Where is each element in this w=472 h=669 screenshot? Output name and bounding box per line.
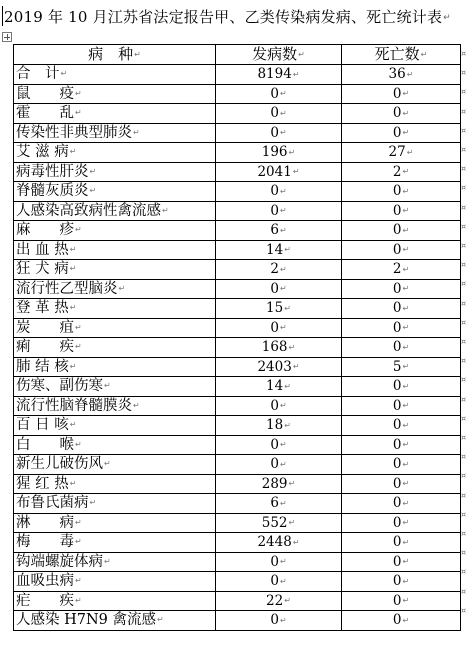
table-row bbox=[14, 513, 461, 533]
paragraph-mark: ↵ bbox=[288, 479, 296, 488]
paragraph-mark: ↵ bbox=[402, 576, 410, 586]
paragraph-mark: ↵ bbox=[279, 186, 287, 196]
cell-death-count[interactable]: 0↵ bbox=[342, 221, 461, 241]
table-row bbox=[14, 611, 461, 631]
paragraph-mark: ↵ bbox=[69, 264, 77, 274]
paragraph-mark: ↵ bbox=[279, 440, 287, 449]
cell-case-count[interactable]: 0↵ bbox=[216, 279, 342, 299]
cell-death-count[interactable]: 0↵ bbox=[342, 552, 461, 572]
paragraph-mark: ↵ bbox=[279, 89, 287, 98]
paragraph-mark: ↵ bbox=[292, 69, 300, 79]
paragraph-mark: ↵ bbox=[104, 556, 111, 566]
cell-case-count[interactable]: 0↵ bbox=[216, 552, 342, 572]
paragraph-mark: ↵ bbox=[402, 459, 410, 469]
cell-death-count[interactable]: 0↵ bbox=[342, 201, 461, 221]
paragraph-mark: ↵ bbox=[75, 88, 82, 98]
paragraph-mark: ↵ bbox=[279, 264, 287, 274]
table-row bbox=[14, 260, 461, 280]
row-end-mark: ¤ bbox=[461, 49, 467, 58]
paragraph-mark: ↵ bbox=[402, 498, 410, 508]
paragraph-mark: ↵ bbox=[402, 557, 410, 566]
header-disease[interactable]: 病 种↵ bbox=[14, 45, 216, 65]
paragraph-mark: ↵ bbox=[402, 186, 410, 196]
table-row bbox=[14, 65, 461, 85]
paragraph-mark: ↵ bbox=[69, 147, 77, 157]
row-end-mark: ¤ bbox=[461, 202, 467, 212]
page-title[interactable]: 2019 年 10 月江苏省法定报告甲、乙类传染病发病、死亡统计表↵ bbox=[4, 8, 451, 26]
paragraph-mark: ↵ bbox=[402, 518, 410, 527]
paragraph-mark: ↵ bbox=[292, 537, 300, 547]
paragraph-mark: ↵ bbox=[402, 323, 410, 332]
table-row bbox=[14, 162, 461, 182]
paragraph-mark: ↵ bbox=[69, 361, 77, 371]
paragraph-mark: ↵ bbox=[75, 576, 82, 586]
cell-disease-name[interactable]: 炭 疽↵ bbox=[14, 318, 216, 338]
cell-death-count[interactable]: 2↵ bbox=[342, 260, 461, 280]
paragraph-mark: ↵ bbox=[284, 420, 291, 430]
table-row bbox=[14, 143, 461, 163]
table-move-handle-icon[interactable] bbox=[2, 32, 12, 42]
paragraph-mark: ↵ bbox=[402, 440, 410, 449]
row-end-mark: ¤ bbox=[461, 183, 467, 193]
cell-case-count[interactable]: 18↵ bbox=[216, 416, 342, 436]
cell-case-count[interactable]: 196↵ bbox=[216, 143, 342, 163]
paragraph-mark: ↵ bbox=[402, 615, 410, 625]
paragraph-mark: ↵ bbox=[402, 362, 410, 371]
cell-death-count[interactable]: 0↵ bbox=[342, 123, 461, 143]
table-body bbox=[14, 65, 461, 631]
paragraph-mark: ↵ bbox=[284, 303, 291, 313]
paragraph-mark: ↵ bbox=[104, 459, 111, 469]
table-row bbox=[14, 84, 461, 104]
table-row bbox=[14, 396, 461, 416]
row-end-mark: ¤ bbox=[461, 605, 467, 615]
row-end-mark: ¤ bbox=[461, 106, 467, 116]
cell-disease-name[interactable]: 百 日 咳↵ bbox=[14, 416, 216, 436]
cell-case-count[interactable]: 552↵ bbox=[216, 513, 342, 533]
table-row bbox=[14, 435, 461, 455]
table-header-row bbox=[14, 45, 461, 65]
cell-disease-name[interactable]: 艾 滋 病↵ bbox=[14, 143, 216, 163]
cell-death-count[interactable]: 36↵ bbox=[342, 65, 461, 85]
statistics-table bbox=[13, 44, 461, 631]
cell-death-count[interactable]: 0↵ bbox=[342, 513, 461, 533]
cell-case-count[interactable]: 0↵ bbox=[216, 123, 342, 143]
paragraph-mark: ↵ bbox=[75, 537, 82, 547]
paragraph-mark: ↵ bbox=[402, 245, 410, 254]
row-end-mark: ¤ bbox=[461, 452, 467, 462]
table-row bbox=[14, 591, 461, 611]
row-end-mark: ¤ bbox=[461, 433, 467, 442]
row-end-mark: ¤ bbox=[461, 490, 467, 500]
cell-disease-name[interactable]: 麻 疹↵ bbox=[14, 221, 216, 241]
row-end-mark: ¤ bbox=[461, 337, 467, 346]
paragraph-mark: ↵ bbox=[279, 615, 287, 625]
cell-death-count[interactable]: 0↵ bbox=[342, 182, 461, 202]
header-deaths[interactable]: 死亡数↵ bbox=[342, 45, 461, 65]
cell-disease-name[interactable]: 伤寒、副伤寒↵ bbox=[14, 377, 216, 397]
cell-case-count[interactable]: 14↵ bbox=[216, 240, 342, 260]
cell-death-count[interactable]: 0↵ bbox=[342, 318, 461, 338]
paragraph-mark: ↵ bbox=[69, 303, 77, 313]
table-row bbox=[14, 455, 461, 475]
paragraph-mark: ↵ bbox=[279, 576, 287, 586]
table-row bbox=[14, 104, 461, 124]
row-end-mark: ¤ bbox=[461, 317, 467, 327]
cell-disease-name[interactable]: 疟 疾↵ bbox=[14, 591, 216, 611]
paragraph-mark: ↵ bbox=[69, 420, 77, 430]
row-end-mark: ¤ bbox=[461, 125, 467, 135]
row-end-mark: ¤ bbox=[461, 145, 467, 154]
cell-death-count[interactable]: 0↵ bbox=[342, 474, 461, 494]
paragraph-mark: ↵ bbox=[279, 225, 287, 235]
cell-death-count[interactable]: 0↵ bbox=[342, 377, 461, 397]
cell-disease-name[interactable]: 流行性脑脊髓膜炎↵ bbox=[14, 396, 216, 416]
table-row bbox=[14, 221, 461, 241]
paragraph-mark: ↵ bbox=[402, 167, 410, 176]
cell-disease-name[interactable]: 淋 病↵ bbox=[14, 513, 216, 533]
paragraph-mark: ↵ bbox=[292, 167, 300, 176]
paragraph-mark: ↵ bbox=[279, 498, 287, 508]
paragraph-mark: ↵ bbox=[89, 186, 97, 196]
table-row bbox=[14, 123, 461, 143]
paragraph-mark: ↵ bbox=[402, 128, 410, 137]
paragraph-mark: ↵ bbox=[279, 108, 287, 118]
paragraph-mark: ↵ bbox=[288, 342, 296, 352]
cell-death-count[interactable]: 0↵ bbox=[342, 279, 461, 299]
cell-disease-name[interactable]: 新生儿破伤风↵ bbox=[14, 455, 216, 475]
table-row bbox=[14, 318, 461, 338]
cell-case-count[interactable]: 289↵ bbox=[216, 474, 342, 494]
cell-death-count[interactable]: 0↵ bbox=[342, 435, 461, 455]
cell-case-count[interactable]: 0↵ bbox=[216, 318, 342, 338]
cell-death-count[interactable]: 0↵ bbox=[342, 84, 461, 104]
row-end-mark: ¤ bbox=[461, 413, 467, 423]
cell-disease-name[interactable]: 血吸虫病↵ bbox=[14, 572, 216, 592]
cell-death-count[interactable]: 0↵ bbox=[342, 104, 461, 124]
cell-disease-name[interactable]: 霍 乱↵ bbox=[14, 104, 216, 124]
cell-death-count[interactable]: 0↵ bbox=[342, 572, 461, 592]
cell-disease-name[interactable]: 痢 疾↵ bbox=[14, 338, 216, 358]
row-end-mark: ¤ bbox=[461, 241, 467, 250]
cell-case-count[interactable]: 0↵ bbox=[216, 611, 342, 631]
table-row bbox=[14, 299, 461, 319]
table-row bbox=[14, 533, 461, 553]
cell-case-count[interactable]: 22↵ bbox=[216, 591, 342, 611]
paragraph-mark: ↵ bbox=[402, 420, 410, 430]
cell-case-count[interactable]: 168↵ bbox=[216, 338, 342, 358]
paragraph-mark: ↵ bbox=[402, 401, 410, 410]
cell-disease-name[interactable]: 合 计↵ bbox=[14, 65, 216, 85]
header-cases[interactable]: 发病数↵ bbox=[216, 45, 342, 65]
row-end-mark: ¤ bbox=[461, 279, 467, 289]
table-row bbox=[14, 201, 461, 221]
paragraph-mark: ↵ bbox=[402, 479, 410, 488]
table-row bbox=[14, 474, 461, 494]
cell-disease-name[interactable]: 布鲁氏菌病↵ bbox=[14, 494, 216, 514]
paragraph-mark: ↵ bbox=[75, 439, 82, 449]
cell-disease-name[interactable]: 脊髓灰质炎↵ bbox=[14, 182, 216, 202]
cell-disease-name[interactable]: 流行性乙型脑炎↵ bbox=[14, 279, 216, 299]
cell-death-count[interactable]: 2↵ bbox=[342, 162, 461, 182]
table-row bbox=[14, 279, 461, 299]
row-end-mark: ¤ bbox=[461, 260, 467, 270]
paragraph-mark: ↵ bbox=[279, 401, 287, 410]
paragraph-mark: ↵ bbox=[69, 244, 77, 254]
paragraph-mark: ↵ bbox=[75, 225, 82, 235]
paragraph-mark: ↵ bbox=[279, 557, 287, 566]
paragraph-mark: ↵ bbox=[133, 127, 140, 137]
cell-case-count[interactable]: 2403↵ bbox=[216, 357, 342, 377]
paragraph-mark: ↵ bbox=[89, 166, 97, 176]
cell-death-count[interactable]: 0↵ bbox=[342, 240, 461, 260]
paragraph-mark: ↵ bbox=[279, 128, 287, 137]
cell-death-count[interactable]: 0↵ bbox=[342, 455, 461, 475]
paragraph-mark: ↵ bbox=[406, 147, 414, 157]
cell-disease-name[interactable]: 人感染高致病性禽流感↵ bbox=[14, 201, 216, 221]
cell-case-count[interactable]: 0↵ bbox=[216, 182, 342, 202]
row-end-mark: ¤ bbox=[461, 375, 467, 385]
table-row bbox=[14, 416, 461, 436]
table-row bbox=[14, 240, 461, 260]
paragraph-mark: ↵ bbox=[75, 322, 82, 332]
table-row bbox=[14, 377, 461, 397]
paragraph-mark: ↵ bbox=[284, 596, 291, 605]
paragraph-mark: ↵ bbox=[75, 595, 82, 605]
cell-disease-name[interactable]: 出 血 热↵ bbox=[14, 240, 216, 260]
cell-case-count[interactable]: 0↵ bbox=[216, 104, 342, 124]
cell-disease-name[interactable]: 肺 结 核↵ bbox=[14, 357, 216, 377]
paragraph-mark: ↵ bbox=[75, 108, 82, 118]
cell-death-count[interactable]: 5↵ bbox=[342, 357, 461, 377]
cell-case-count[interactable]: 2041↵ bbox=[216, 162, 342, 182]
paragraph-mark: ↵ bbox=[402, 108, 410, 118]
paragraph-mark: ↵ bbox=[118, 283, 126, 293]
cell-case-count[interactable]: 15↵ bbox=[216, 299, 342, 319]
row-end-mark: ¤ bbox=[461, 394, 467, 404]
paragraph-mark: ↵ bbox=[104, 381, 111, 391]
cell-death-count[interactable]: 0↵ bbox=[342, 591, 461, 611]
cell-disease-name[interactable]: 钩端螺旋体病↵ bbox=[14, 552, 216, 572]
paragraph-mark: ↵ bbox=[75, 342, 82, 352]
cell-case-count[interactable]: 0↵ bbox=[216, 435, 342, 455]
row-end-mark: ¤ bbox=[461, 164, 467, 174]
paragraph-mark: ↵ bbox=[284, 381, 291, 391]
cell-case-count[interactable]: 8194↵ bbox=[216, 65, 342, 85]
cell-death-count[interactable]: 0↵ bbox=[342, 494, 461, 514]
cell-case-count[interactable]: 0↵ bbox=[216, 201, 342, 221]
cell-disease-name[interactable]: 传染性非典型肺炎↵ bbox=[14, 123, 216, 143]
cell-death-count[interactable]: 0↵ bbox=[342, 299, 461, 319]
table-row bbox=[14, 182, 461, 202]
paragraph-mark: ↵ bbox=[402, 381, 410, 391]
row-end-mark: ¤ bbox=[461, 87, 467, 97]
table-row bbox=[14, 357, 461, 377]
table-row bbox=[14, 494, 461, 514]
cell-case-count[interactable]: 2448↵ bbox=[216, 533, 342, 553]
row-end-mark: ¤ bbox=[461, 221, 467, 231]
cell-disease-name[interactable]: 狂 犬 病↵ bbox=[14, 260, 216, 280]
row-end-mark: ¤ bbox=[461, 68, 467, 78]
row-end-mark: ¤ bbox=[461, 567, 467, 577]
paragraph-mark: ↵ bbox=[279, 459, 287, 469]
paragraph-mark: ↵ bbox=[288, 518, 296, 527]
cell-death-count[interactable]: 0↵ bbox=[342, 338, 461, 358]
cell-case-count[interactable]: 2↵ bbox=[216, 260, 342, 280]
paragraph-mark: ↵ bbox=[75, 517, 82, 527]
cell-death-count[interactable]: 0↵ bbox=[342, 533, 461, 553]
cell-death-count[interactable]: 27↵ bbox=[342, 143, 461, 163]
paragraph-mark: ↵ bbox=[402, 537, 410, 547]
table-row bbox=[14, 572, 461, 592]
cell-case-count[interactable]: 0↵ bbox=[216, 84, 342, 104]
paragraph-mark: ↵ bbox=[60, 69, 68, 79]
paragraph-mark: ↵ bbox=[402, 303, 410, 313]
paragraph-mark: ↵ bbox=[292, 362, 300, 371]
paragraph-mark: ↵ bbox=[279, 284, 287, 293]
row-end-mark: ¤ bbox=[461, 529, 467, 538]
row-end-mark: ¤ bbox=[461, 586, 467, 596]
row-end-mark: ¤ bbox=[461, 356, 467, 366]
cell-case-count[interactable]: 0↵ bbox=[216, 396, 342, 416]
row-end-mark: ¤ bbox=[461, 298, 467, 308]
paragraph-mark: ↵ bbox=[443, 13, 451, 23]
row-end-marks bbox=[461, 44, 471, 664]
paragraph-mark: ↵ bbox=[402, 596, 410, 605]
cell-disease-name[interactable]: 登 革 热↵ bbox=[14, 299, 216, 319]
paragraph-mark: ↵ bbox=[402, 206, 410, 215]
paragraph-mark: ↵ bbox=[162, 205, 169, 215]
paragraph-mark: ↵ bbox=[402, 342, 410, 352]
cell-disease-name[interactable]: 人感染 H7N9 禽流感↵ bbox=[14, 611, 216, 631]
paragraph-mark: ↵ bbox=[133, 400, 140, 410]
cell-case-count[interactable]: 6↵ bbox=[216, 221, 342, 241]
cell-disease-name[interactable]: 白 喉↵ bbox=[14, 435, 216, 455]
paragraph-mark: ↵ bbox=[284, 245, 291, 254]
paragraph-mark: ↵ bbox=[279, 323, 287, 332]
paragraph-mark: ↵ bbox=[279, 206, 287, 215]
paragraph-mark: ↵ bbox=[157, 615, 164, 625]
cell-case-count[interactable]: 0↵ bbox=[216, 455, 342, 475]
paragraph-mark: ↵ bbox=[406, 69, 414, 79]
cell-disease-name[interactable]: 猩 红 热↵ bbox=[14, 474, 216, 494]
paragraph-mark: ↵ bbox=[288, 147, 296, 157]
paragraph-mark: ↵ bbox=[402, 225, 410, 235]
cell-disease-name[interactable]: 病毒性肝炎↵ bbox=[14, 162, 216, 182]
row-end-mark: ¤ bbox=[461, 548, 467, 558]
cell-death-count[interactable]: 0↵ bbox=[342, 396, 461, 416]
paragraph-mark: ↵ bbox=[69, 478, 77, 488]
cell-disease-name[interactable]: 鼠 疫↵ bbox=[14, 84, 216, 104]
paragraph-mark: ↵ bbox=[89, 498, 97, 508]
cell-case-count[interactable]: 6↵ bbox=[216, 494, 342, 514]
table-row bbox=[14, 338, 461, 358]
cell-death-count[interactable]: 0↵ bbox=[342, 416, 461, 436]
cell-death-count[interactable]: 0↵ bbox=[342, 611, 461, 631]
cell-case-count[interactable]: 0↵ bbox=[216, 572, 342, 592]
paragraph-mark: ↵ bbox=[402, 89, 410, 98]
row-end-mark: ¤ bbox=[461, 471, 467, 481]
cell-case-count[interactable]: 14↵ bbox=[216, 377, 342, 397]
cell-disease-name[interactable]: 梅 毒↵ bbox=[14, 533, 216, 553]
paragraph-mark: ↵ bbox=[402, 264, 410, 274]
table-row bbox=[14, 552, 461, 572]
row-end-mark: ¤ bbox=[461, 509, 467, 519]
paragraph-mark: ↵ bbox=[402, 284, 410, 293]
